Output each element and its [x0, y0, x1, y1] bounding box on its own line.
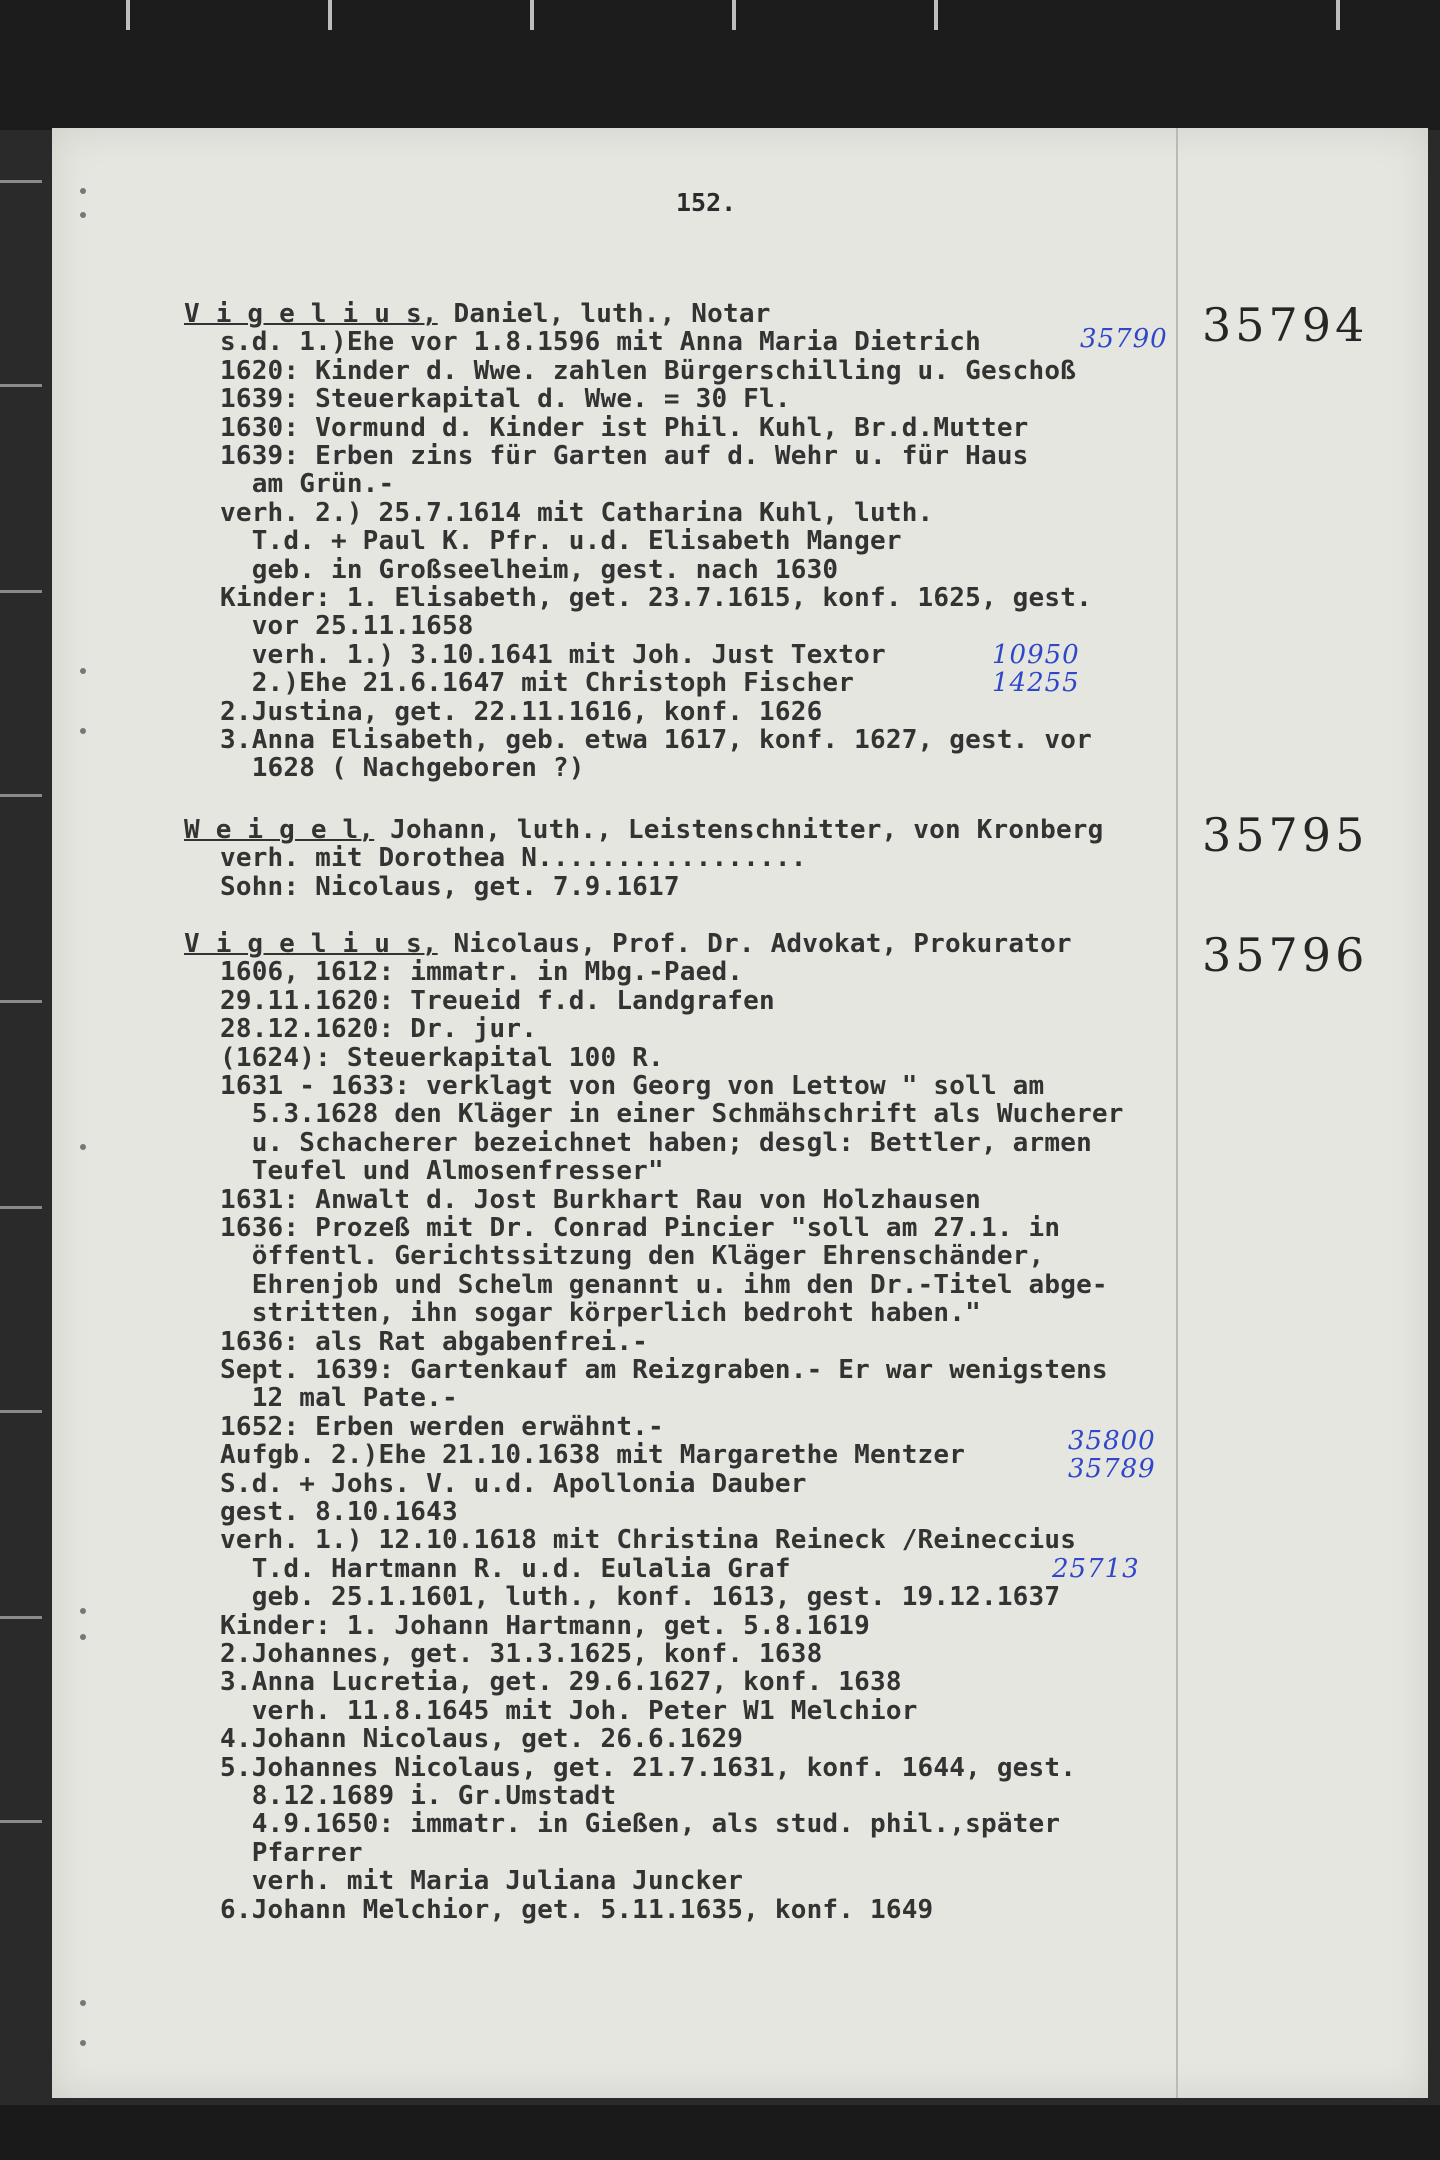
scanner-frame-bottom [0, 2105, 1440, 2160]
entry-line [220, 414, 1029, 442]
entry-line [220, 1867, 743, 1895]
punch-hole [80, 2040, 86, 2046]
entry-line [220, 612, 474, 640]
line-text: 2.)Ehe 21.6.1647 mit Christoph Fischer [220, 668, 855, 699]
line-text: verh. mit Dorothea N................. [220, 843, 807, 874]
line-text: verh. 2.) 25.7.1614 mit Catharina Kuhl, luth. [220, 497, 934, 528]
reference-number: 35796 [1202, 928, 1369, 982]
surname: V i g e l i u s, [184, 299, 438, 329]
film-edge-mark [0, 1820, 42, 1823]
line-text: Teufel und Almosenfresser" [220, 1156, 664, 1187]
entry-heading [184, 930, 1072, 958]
line-text: 1652: Erben werden erwähnt.- [220, 1411, 664, 1442]
entry-line [220, 584, 1092, 612]
film-edge-mark [0, 1000, 42, 1003]
handwritten-annotation: 35800 [1068, 1426, 1156, 1456]
punch-hole [80, 668, 86, 674]
line-text: T.d. Hartmann R. u.d. Eulalia Graf [220, 1553, 791, 1584]
line-text: 5.3.1628 den Kläger in einer Schmähschrift als Wucherer [220, 1099, 1124, 1130]
line-text: Daniel, luth., Notar [437, 299, 771, 329]
line-text: 1631 - 1633: verklagt von Georg von Lettow " soll am [220, 1071, 1045, 1101]
line-text: stritten, ihn sogar körperlich bedroht haben." [220, 1298, 981, 1329]
entry-line [220, 1810, 1060, 1838]
punch-hole [80, 2000, 86, 2006]
line-text: 29.11.1620: Treueid f.d. Landgrafen [220, 985, 775, 1016]
line-text: 1636: als Rat abgabenfrei.- [220, 1326, 649, 1357]
entry-line [220, 726, 1092, 754]
line-text: öffentl. Gerichtssitzung den Kläger Ehrenschänder, [220, 1241, 1045, 1272]
entry-line [220, 873, 680, 901]
frame-tick [126, 0, 130, 30]
entry-line [220, 754, 585, 782]
entry-line [220, 1328, 648, 1356]
entry-line [220, 328, 981, 356]
line-text: verh. 1.) 3.10.1641 mit Joh. Just Textor [220, 639, 886, 670]
surname: V i g e l i u s, [184, 929, 438, 959]
line-text: 1631: Anwalt d. Jost Burkhart Rau von Holzhausen [220, 1184, 981, 1215]
line-text: 1636: Prozeß mit Dr. Conrad Pincier "soll am 27.1. in [220, 1213, 1061, 1243]
film-edge-mark [0, 1206, 42, 1209]
film-edge-mark [0, 384, 42, 387]
entry-line [220, 1839, 363, 1867]
entry-line [220, 1896, 933, 1924]
frame-tick [732, 0, 736, 30]
entry-line [220, 1470, 807, 1498]
reference-number: 35794 [1202, 298, 1369, 352]
entry-line [220, 669, 854, 697]
document-page [52, 128, 1428, 2098]
handwritten-annotation: 25713 [1052, 1554, 1140, 1584]
entry-line [220, 1100, 1124, 1128]
entry-line [220, 1044, 664, 1072]
film-edge-mark [0, 794, 42, 797]
entry-line [220, 1015, 537, 1043]
frame-tick [1336, 0, 1340, 30]
line-text: 1639: Erben zins für Garten auf d. Wehr u. für Haus [220, 441, 1029, 471]
entry-line [220, 698, 822, 726]
entry-line [220, 527, 902, 555]
entry-line [220, 1072, 1044, 1100]
entry-line [220, 1498, 458, 1526]
line-text: verh. mit Maria Juliana Juncker [220, 1866, 744, 1897]
entry-line [220, 1782, 616, 1810]
line-text: T.d. + Paul K. Pfr. u.d. Elisabeth Manger [220, 526, 902, 557]
frame-tick [530, 0, 534, 30]
entry-line [220, 1242, 1044, 1270]
entry-line [220, 1612, 870, 1640]
handwritten-annotation: 35789 [1068, 1454, 1156, 1484]
line-text: Kinder: 1. Johann Hartmann, get. 5.8.1619 [220, 1610, 870, 1641]
line-text: geb. in Großseelheim, gest. nach 1630 [220, 554, 839, 585]
line-text: Pfarrer [220, 1837, 363, 1868]
entry-line [220, 1299, 981, 1327]
line-text: 2.Johannes, get. 31.3.1625, konf. 1638 [220, 1639, 823, 1669]
entry-line [220, 442, 1029, 470]
page-number: 152. [676, 188, 737, 217]
line-text: 28.12.1620: Dr. jur. [220, 1014, 538, 1045]
line-text: Aufgb. 2.)Ehe 21.10.1638 mit Margarethe Mentzer [220, 1440, 966, 1471]
entry-line [220, 1526, 1076, 1554]
entry-heading [184, 816, 1104, 844]
entry-line [220, 1356, 1108, 1384]
line-text: Sept. 1639: Gartenkauf am Reizgraben.- Er war wenigstens [220, 1355, 1108, 1385]
entry-line [220, 987, 775, 1015]
entry-line [220, 1186, 981, 1214]
entry-line [220, 385, 791, 413]
entry-line [220, 1441, 965, 1469]
punch-hole [80, 188, 86, 194]
entry-line [220, 1668, 902, 1696]
handwritten-annotation: 14255 [992, 668, 1080, 698]
entry-line [220, 1697, 918, 1725]
line-text: Ehrenjob und Schelm genannt u. ihm den Dr.-Titel abge- [220, 1269, 1108, 1300]
entry-line [220, 499, 933, 527]
film-edge-mark [0, 1616, 42, 1619]
line-text: 2.Justina, get. 22.11.1616, konf. 1626 [220, 696, 823, 727]
scanner-frame-top [0, 0, 1440, 130]
entry-line [220, 958, 743, 986]
line-text: Nicolaus, Prof. Dr. Advokat, Prokurator [437, 929, 1072, 959]
entry-line [220, 470, 394, 498]
handwritten-annotation: 35790 [1080, 324, 1168, 354]
entry-line [220, 357, 1076, 385]
line-text: 4.9.1650: immatr. in Gießen, als stud. phil.,später [220, 1809, 1061, 1840]
film-edge-mark [0, 180, 42, 183]
entry-line [220, 556, 838, 584]
punch-hole [80, 1144, 86, 1150]
line-text: u. Schacherer bezeichnet haben; desgl: Bettler, armen [220, 1127, 1092, 1158]
line-text: Johann, luth., Leistenschnitter, von Kronberg [374, 815, 1104, 845]
entry-line [220, 1384, 458, 1412]
line-text: 1639: Steuerkapital d. Wwe. = 30 Fl. [220, 384, 791, 415]
entry-line [220, 1129, 1092, 1157]
handwritten-annotation: 10950 [992, 640, 1080, 670]
line-text: 12 mal Pate.- [220, 1383, 458, 1414]
entry-heading [184, 300, 771, 328]
line-text: 8.12.1689 i. Gr.Umstadt [220, 1781, 617, 1811]
line-text: 3.Anna Lucretia, get. 29.6.1627, konf. 1638 [220, 1667, 902, 1698]
line-text: (1624): Steuerkapital 100 R. [220, 1042, 664, 1073]
line-text: vor 25.11.1658 [220, 611, 474, 642]
film-edge-mark [0, 1410, 42, 1413]
line-text: geb. 25.1.1601, luth., konf. 1613, gest. 19.12.1637 [220, 1582, 1061, 1613]
entry-line [220, 1157, 664, 1185]
line-text: Sohn: Nicolaus, get. 7.9.1617 [220, 871, 680, 902]
entry-line [220, 1214, 1060, 1242]
entry-line [220, 1725, 743, 1753]
line-text: verh. 1.) 12.10.1618 mit Christina Reineck /Reineccius [220, 1525, 1077, 1556]
punch-hole [80, 1608, 86, 1614]
entry-line [220, 1555, 791, 1583]
line-text: 1606, 1612: immatr. in Mbg.-Paed. [220, 957, 744, 988]
line-text: 1628 ( Nachgeboren ?) [220, 753, 585, 784]
punch-hole [80, 212, 86, 218]
line-text: 6.Johann Melchior, get. 5.11.1635, konf. 1649 [220, 1894, 934, 1925]
punch-hole [80, 1634, 86, 1640]
entry-line [220, 1271, 1108, 1299]
punch-hole [80, 728, 86, 734]
entry-line [220, 1583, 1060, 1611]
line-text: gest. 8.10.1643 [220, 1497, 458, 1527]
line-text: verh. 11.8.1645 mit Joh. Peter W1 Melchior [220, 1695, 918, 1726]
entry-line [220, 1640, 822, 1668]
film-edge-mark [0, 590, 42, 593]
entry-line [220, 641, 886, 669]
entry-line [220, 844, 807, 872]
surname: W e i g e l, [184, 815, 375, 845]
line-text: Kinder: 1. Elisabeth, get. 23.7.1615, konf. 1625, gest. [220, 583, 1092, 613]
line-text: 3.Anna Elisabeth, geb. etwa 1617, konf. 1627, gest. vor [220, 725, 1092, 755]
entry-line [220, 1754, 1076, 1782]
frame-tick [328, 0, 332, 30]
line-text: 1630: Vormund d. Kinder ist Phil. Kuhl, Br.d.Mutter [220, 412, 1029, 443]
line-text: S.d. + Johs. V. u.d. Apollonia Dauber [220, 1468, 807, 1499]
entry-line [220, 1413, 664, 1441]
line-text: 1620: Kinder d. Wwe. zahlen Bürgerschilling u. Geschoß [220, 355, 1077, 386]
line-text: 5.Johannes Nicolaus, get. 21.7.1631, konf. 1644, gest. [220, 1752, 1077, 1783]
line-text: s.d. 1.)Ehe vor 1.8.1596 mit Anna Maria Dietrich [220, 327, 981, 358]
line-text: 4.Johann Nicolaus, get. 26.6.1629 [220, 1724, 744, 1755]
margin-line [1176, 128, 1178, 2098]
line-text: am Grün.- [220, 469, 395, 500]
reference-number: 35795 [1202, 808, 1369, 862]
frame-tick [934, 0, 938, 30]
